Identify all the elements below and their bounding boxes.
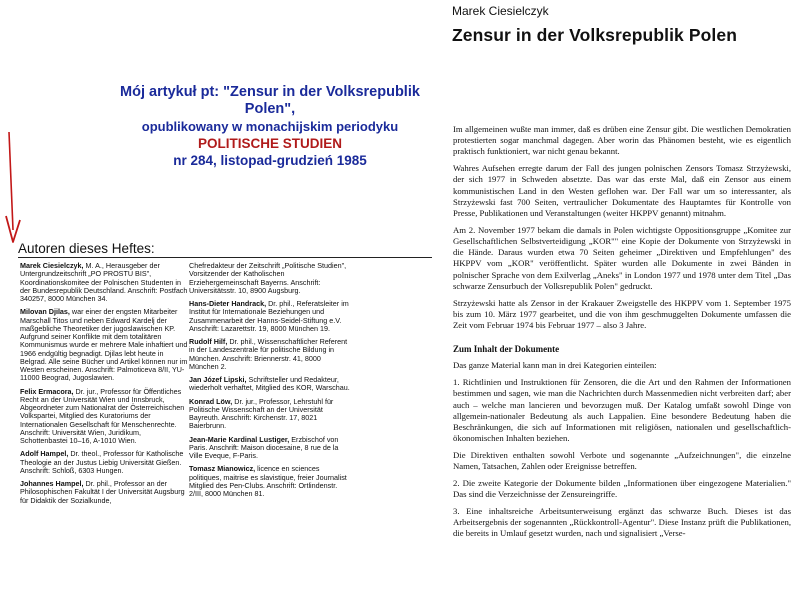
note-line-4: nr 284, listopad-grudzień 1985 bbox=[173, 153, 367, 168]
heading-rule bbox=[18, 257, 432, 258]
author-entry: Rudolf Hilf, Dr. phil., Wissenschaftlicher Referent in der Landeszentrale für politische Bildung in München. Anschrift: Briennerstr. 41, 8000 München 2. bbox=[189, 337, 348, 371]
author-entry: Johannes Hampel, Dr. phil., Professor an der Philosophischen Fakultät I der Universität Augsburg für Didaktik der Sozialkunde, bbox=[20, 479, 185, 505]
section-heading: Zum Inhalt der Dokumente bbox=[453, 344, 560, 355]
article-paragraph: Die Direktiven enthalten sowohl Verbote und sogenannte „Aufzeichnungen", die einzelne Namen, Tatsachen, Zahlen oder Ereignisse betreffen. bbox=[453, 450, 791, 472]
article-paragraph: 2. Die zweite Kategorie der Dokumente bilden „Informationen über eingezogene Materialien." Das sind die Verzeichnisse der Zensureingriffe. bbox=[453, 478, 791, 500]
author-entry: Felix Ermacora, Dr. jur., Professor für Öffentliches Recht an der Universität Wien und Innsbruck, Abgeordneter zum Nationalrat der Österreichischen Volkspartei, Mitglied des Kuratoriums der Internationalen Gesellschaft für Menschenrechte. Anschrift: Universität Wien, Juridikum, Schottenbastei 10–16, A-1010 Wien. bbox=[20, 386, 185, 445]
article-paragraph: Wahres Aufsehen erregte darum der Fall des jungen polnischen Zensors Tomasz Strzyżewski, der sich 1977 in Schweden absetzte. Das war das erste Mal, daß ein Zensor aus einem kommunistischen Land in den Westen geflohen war. Der Fall war um so interessanter, als Strzyżewski fast 700 Seiten, vertraulicher Dokumentate des Hauptamtes für Kontrolle von Presse, Publikationen und Veranstaltungen (weiter HKPPV genannt) mitnahm. bbox=[453, 163, 791, 219]
author-entry: Jean-Marie Kardinal Lustiger, Erzbischof von Paris. Anschrift: Maison diocesaine, 8 rue de la Ville Eveque, F-Paris. bbox=[189, 434, 339, 460]
authors-heading: Autoren dieses Heftes: bbox=[18, 241, 155, 256]
author-entry: Tomasz Mianowicz, licence en sciences politiques, maitrise es slavistique, freier Journalist Mitglied des Pen-Clubs. Anschrift: Ortlindenstr. 2/III, 8000 München 81. bbox=[189, 464, 347, 498]
article-body bbox=[453, 124, 791, 545]
author-entry: Konrad Löw, Dr. jur., Professor, Lehrstuhl für Politische Wissenschaft an der Universität Bayreuth. Anschrift: Kirchenstr. 17, 8021 Baierbrunn. bbox=[189, 396, 334, 431]
note-line-1: Mój artykuł pt: "Zensur in der Volksrepublik Polen", bbox=[120, 84, 420, 117]
author-entry: Adolf Hampel, Dr. theol., Professor für Katholische Theologie an der Justus Liebig Universität Gießen. Anschrift: Schloß, 6303 Hungen. bbox=[20, 449, 184, 475]
article-paragraph: Am 2. November 1977 bekam die damals in Polen wichtigste Oppositionsgruppe „Komitee zur Gesellschaftlichen Selbstverteidigung „KOR"" eine Kopie der Dokumente von Strzyżewski in die Hände. Daraus wurden etwa 70 Seiten geheimer „Direktiven und Empfehlungen" des HKPPV vom „KOR" veröffentlicht. Später wurden alle Dokumente in zwei Bänden in polnischer Sprache von dem Exilverlag „Aneks" in London 1977 und 1978 unter dem Titel „Das schwarze Zensurbuch der Volksrepublik Polen" gedruckt. bbox=[453, 224, 791, 291]
article-paragraph: Im allgemeinen wußte man immer, daß es drüben eine Zensur gibt. Die westlichen Demokratien protestierten sogar manchmal dagegen. Aber worin das Phänomen besteht, wie es eigentlich praktisch funktioniert, war nicht genau bekannt. bbox=[453, 124, 791, 157]
author-entry: Hans-Dieter Handrack, Dr. phil., Referatsleiter im Institut für Internationale Beziehungen und Zusammenarbeit der Hanns-Seidel-Stiftung e.V. Anschrift: Lazarettstr. 19, 8000 München 19. bbox=[189, 299, 349, 333]
red-arrow-icon bbox=[0, 130, 40, 255]
annotation-note bbox=[110, 84, 430, 169]
author-entry: Milovan Djilas, war einer der engsten Mitarbeiter Marschall Titos und neben Edward Kardelj der maßgebliche Theoretiker der jugoslawischen KP. Aufgrund seiner Konflikte mit dem totalitären Kommunismus wurde er mehrere Male inhaftiert und 1966 endgültig begnadigt. Djilas lebt heute in Belgrad. Alle seine Bücher und Artikel können nur im Westen erscheinen. Anschrift: Palmoticeva 8/II, YU-11000 Beograd, Jugoslawien. bbox=[20, 307, 188, 383]
article-paragraph: 3. Eine inhaltsreiche Arbeitsunterweisung ergänzt das schwarze Buch. Dieses ist das Arbeitsergebnis der sogenannten „Rückkontroll-Agentur". Diese Instanz prüft die Publikationen, die bereits in Umlauf gesetzt wurden, nach und signalisiert „Verse- bbox=[453, 506, 791, 539]
article-author: Marek Ciesielczyk bbox=[452, 4, 549, 18]
authors-column-1 bbox=[20, 262, 188, 510]
author-entry: Chefredakteur der Zeitschrift „Politische Studien", Vorsitzender der Katholischen Erziehergemeinschaft Bayerns. Anschrift: Universitätsstr. 10, 8900 Augsburg. bbox=[189, 261, 347, 295]
authors-column-2 bbox=[189, 262, 351, 503]
author-entry: Marek Ciesielczyk, M. A., Herausgeber der Untergrundzeitschrift „PO PROSTU BIS", Koordinationskomitee der Polnischen Studenten in der Bundesrepublik Deutschland. Anschrift: Postfach 340257, 8000 München 34. bbox=[20, 261, 188, 303]
article-paragraph: Das ganze Material kann man in drei Kategorien einteilen: bbox=[453, 360, 657, 371]
author-entry: Jan Józef Lipski, Schriftsteller und Redakteur, wiederholt verhaftet, Mitglied des KOR, Warschau. bbox=[189, 375, 350, 393]
note-line-2: opublikowany w monachijskim periodyku bbox=[141, 119, 399, 134]
article-paragraph: Strzyżewski hatte als Zensor in der Krakauer Zweigstelle des HKPPV vom 1. September 1975 bis zum 10. März 1977 gearbeitet, und die von ihm geschmuggelten Dokumente umfassen die Zeit vom Februar 1974 bis Februar 1977 – also 3 Jahre. bbox=[453, 297, 791, 331]
article-paragraph: 1. Richtlinien und Instruktionen für Zensoren, die die Art und den Rahmen der Informationen bestimmen und sagen, wie man die Nachrichten durch Massenmedien nicht verbreiten darf; aber auch – welche man lancieren und bevorzugen muß. Der Katalog umfaßt sowohl Dinge von allgemein-nationaler Bedeutung als auch Lappalien. Eine besondere Bedeutung haben die Beschränkungen, die sich auf Informationen mit religiösen, nationalen und gesellschaftlich-ökonomischen Inhalten beziehen. bbox=[453, 377, 791, 444]
note-line-3: POLITISCHE STUDIEN bbox=[197, 136, 342, 151]
article-title: Zensur in der Volksrepublik Polen bbox=[452, 25, 737, 45]
right-page-scan bbox=[452, 0, 801, 600]
